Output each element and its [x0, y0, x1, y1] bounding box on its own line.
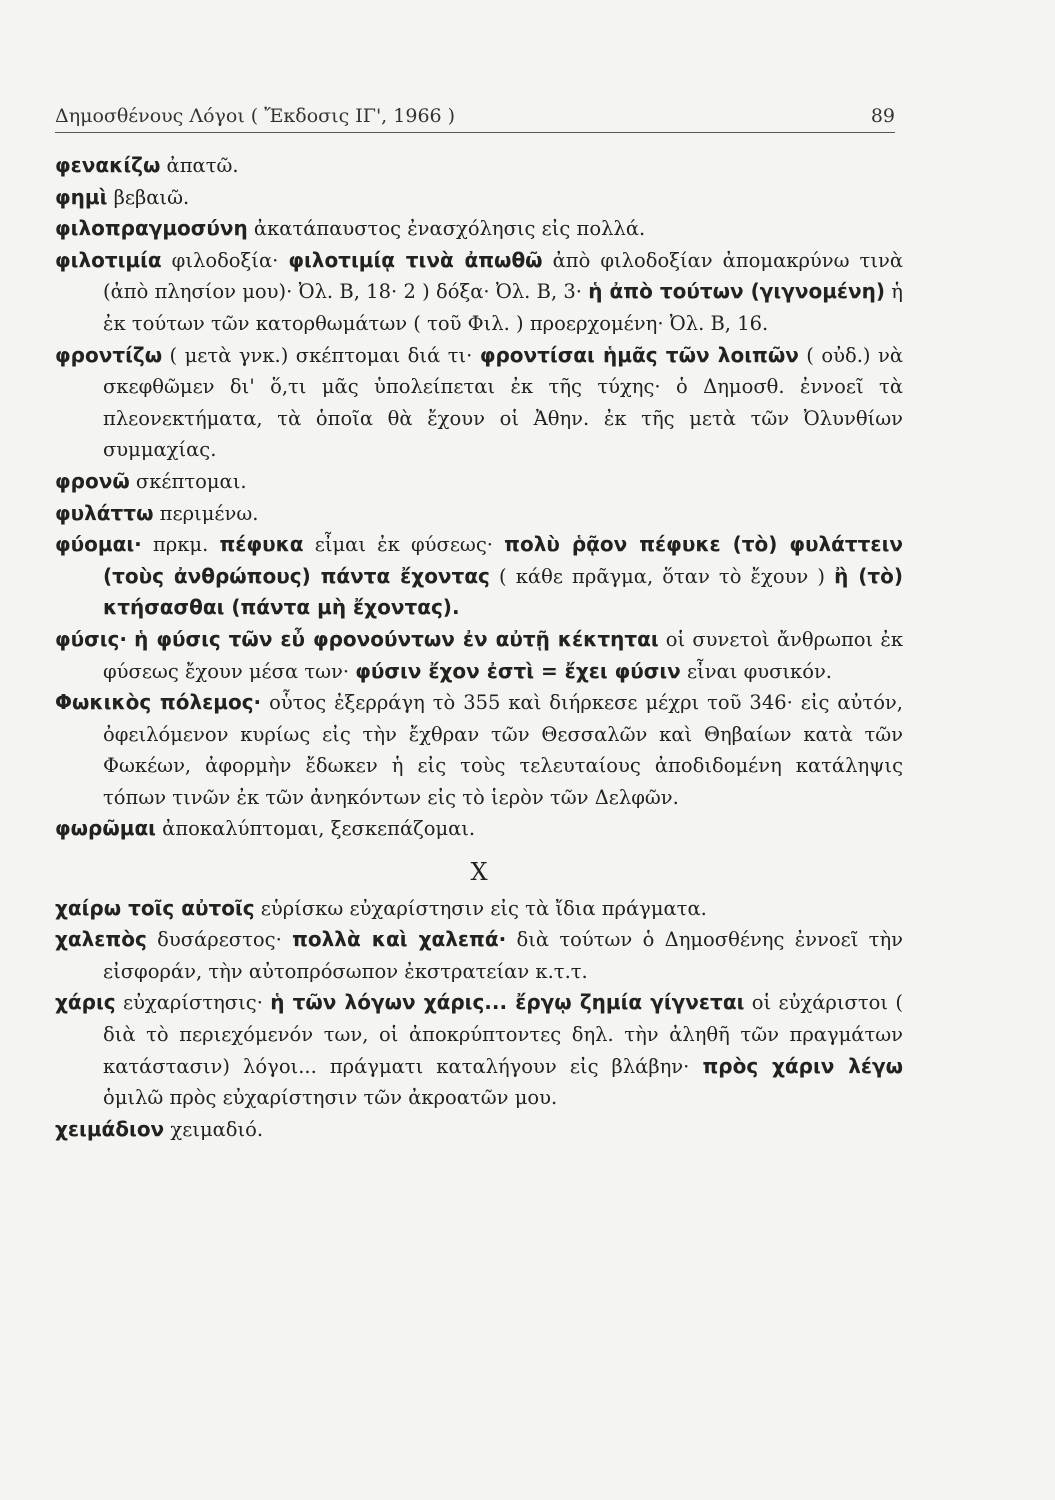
entry-headword: φενακίζω — [55, 153, 161, 177]
quoted-phrase: φύσιν ἔχον ἐστὶ = ἔχει φύσιν — [355, 658, 681, 683]
quoted-phrase: πολλὰ καὶ χαλεπά· — [292, 927, 507, 952]
glossary-entry-fokikos — [55, 687, 903, 813]
glossary-body — [55, 150, 903, 1145]
entry-headword: φημὶ — [55, 184, 108, 209]
entry-headword: χαίρω τοῖς αὐτοῖς — [55, 895, 255, 920]
entry-headword: φροντίζω — [55, 342, 163, 367]
entries-phi-section — [55, 150, 903, 845]
entry-definition: ἀποκαλύπτομαι, ξεσκεπάζομαι. — [155, 817, 476, 841]
entry-definition: εἶναι φυσικόν. — [680, 659, 833, 683]
entry-definition: φιλοδοξία· — [161, 248, 289, 272]
entry-definition: ἡ ἐκ τούτων τῶν κατορθωμάτων ( τοῦ Φιλ. ) προερχομένη· Ὀλ. Β, 16. — [103, 280, 903, 335]
entry-definition: εἶμαι ἐκ φύσεως· — [303, 533, 505, 557]
quoted-phrase: ἡ τῶν λόγων χάρις... ἔργῳ ζημία γίγνεται — [270, 990, 745, 1015]
entry-definition: ὁμιλῶ πρὸς εὐχαρίστησιν τῶν ἀκροατῶν μου. — [103, 1086, 558, 1110]
quoted-phrase: πέφυκα — [219, 532, 304, 557]
entry-headword: Φωκικὸς πόλεμος· — [55, 690, 262, 715]
entry-headword: φωρῶμαι — [55, 816, 156, 841]
entry-headword: χαλεπὸς — [55, 927, 147, 952]
entries-chi-section — [55, 893, 903, 1146]
glossary-entry-fysis — [55, 624, 903, 687]
entry-headword: φυλάττω — [55, 500, 154, 525]
entry-definition: οἱ εὐχάριστοι ( διὰ τὸ περιεχόμενόν των, οἱ ἀποκρύπτοντες δηλ. τὴν ἀληθῆ τῶν πραγμάτων κατάστασιν) λόγοι... πράγματι καταλήγουν εἰς βλάβην· — [103, 991, 903, 1078]
entry-definition: βεβαιῶ. — [107, 185, 190, 209]
entry-definition: ἀπὸ φιλοδοξίαν ἀπομακρύνω τινὰ (ἀπὸ πλησίον μου)· Ὀλ. Β, 18· 2 ) δόξα· Ὀλ. Β, 3· — [103, 248, 904, 304]
entry-definition: ἀπατῶ. — [160, 154, 239, 177]
entry-headword: φύομαι· — [55, 532, 142, 557]
glossary-entry-fylatto — [55, 498, 903, 530]
entry-definition: πρκμ. — [141, 533, 220, 557]
quoted-phrase: ἡ ἀπὸ τούτων (γιγνομένη) — [588, 279, 886, 304]
glossary-entry-fyomai — [55, 529, 903, 624]
entry-definition: ἀκατάπαυστος ἐνασχόλησις εἰς πολλά. — [247, 217, 646, 241]
entry-definition: οἱ συνετοὶ ἄνθρωποι ἐκ φύσεως ἔχουν μέσα των· — [103, 627, 904, 683]
section-letter-chi: X — [470, 858, 488, 887]
quoted-phrase: φιλοτιμίᾳ τινὰ ἀπωθῶ — [288, 247, 543, 272]
glossary-entry-cheimadion — [55, 1114, 903, 1146]
entry-definition: ( κάθε πρᾶγμα, ὅταν τὸ ἔχουν ) — [489, 564, 835, 588]
glossary-entry-foromai — [55, 813, 903, 845]
entry-definition: ( μετὰ γνκ.) σκέπτομαι διά τι· — [162, 343, 480, 367]
glossary-entry-filopragmosyni — [55, 213, 903, 245]
glossary-entry-chairo — [55, 893, 903, 925]
running-header — [55, 100, 895, 133]
entry-definition: δυσάρεστος· — [146, 928, 293, 952]
entry-definition: εὑρίσκω εὐχαρίστησιν εἰς τὰ ἴδια πράγματα. — [254, 896, 707, 920]
entry-headword: φιλοπραγμοσύνη — [55, 216, 248, 241]
entry-definition: σκέπτομαι. — [129, 469, 247, 493]
entry-headword: φρονῶ — [55, 468, 130, 493]
entry-headword: φιλοτιμία — [55, 247, 162, 272]
quoted-phrase: ἡ φύσις τῶν εὖ φρονούντων ἐν αὐτῇ κέκτηται — [134, 626, 659, 651]
entry-definition: διὰ τούτων ὁ Δημοσθένης ἐννοεῖ τὴν εἰσφοράν, τὴν αὐτοπρόσωπον ἐκστρατείαν κ.τ.τ. — [103, 928, 904, 983]
entry-headword: χειμάδιον — [55, 1116, 165, 1141]
entry-definition: χειμαδιό. — [164, 1117, 264, 1141]
glossary-entry-chalepos — [55, 924, 903, 987]
quoted-phrase: πρὸς χάριν λέγω — [702, 1053, 903, 1078]
quoted-phrase: πολὺ ῥᾷον πέφυκε (τὸ) φυλάττειν (τοὺς ἀνθρώπους) πάντα ἔχοντας — [103, 532, 903, 588]
page-number: 89 — [870, 105, 895, 127]
quoted-phrase: φροντίσαι ἡμᾶς τῶν λοιπῶν — [479, 342, 799, 367]
glossary-entry-fenakizo — [55, 150, 903, 182]
glossary-entry-filotimia — [55, 245, 903, 340]
quoted-phrase: ἢ (τὸ) κτήσασθαι (πάντα μὴ ἔχοντας). — [103, 563, 903, 620]
glossary-entry-charis — [55, 987, 903, 1113]
entry-definition: εὐχαρίστησις· — [115, 991, 271, 1015]
glossary-entry-fimi — [55, 182, 903, 214]
entry-definition: ( οὐδ.) νὰ σκεφθῶμεν δι' ὅ,τι μᾶς ὑπολείπεται ἐκ τῆς τύχης· ὁ Δημοσθ. ἐννοεῖ τὰ πλεονεκτήματα, τὰ ὁποῖα θὰ ἔχουν οἱ Ἀθην. ἐκ τῆς μετὰ τῶν Ὀλυνθίων συμμαχίας. — [103, 343, 903, 462]
entry-definition: περιμένω. — [153, 501, 259, 525]
glossary-entry-frono — [55, 466, 903, 498]
glossary-entry-frontizo — [55, 340, 903, 466]
entry-headword: φύσις· — [55, 626, 127, 651]
entry-headword: χάρις — [55, 990, 116, 1015]
entry-definition: οὗτος ἐξερράγη τὸ 355 καὶ διήρκεσε μέχρι τοῦ 346· εἰς αὐτόν, ὀφειλόμενον κυρίως εἰς τὴν ἔχθραν τῶν Θεσσαλῶν καὶ Θηβαίων κατὰ τῶν Φωκέων, ἀφορμὴν ἔδωκεν ἡ εἰς τοὺς τελευταίους ἀποδιδομένη κατάληψις τόπων τινῶν ἐκ τῶν ἀνηκόντων εἰς τὸ ἱερὸν τῶν Δελφῶν. — [103, 691, 903, 809]
header-title: Δημοσθένους Λόγοι ( Ἔκδοσις ΙΓ', 1966 ) — [55, 105, 456, 127]
